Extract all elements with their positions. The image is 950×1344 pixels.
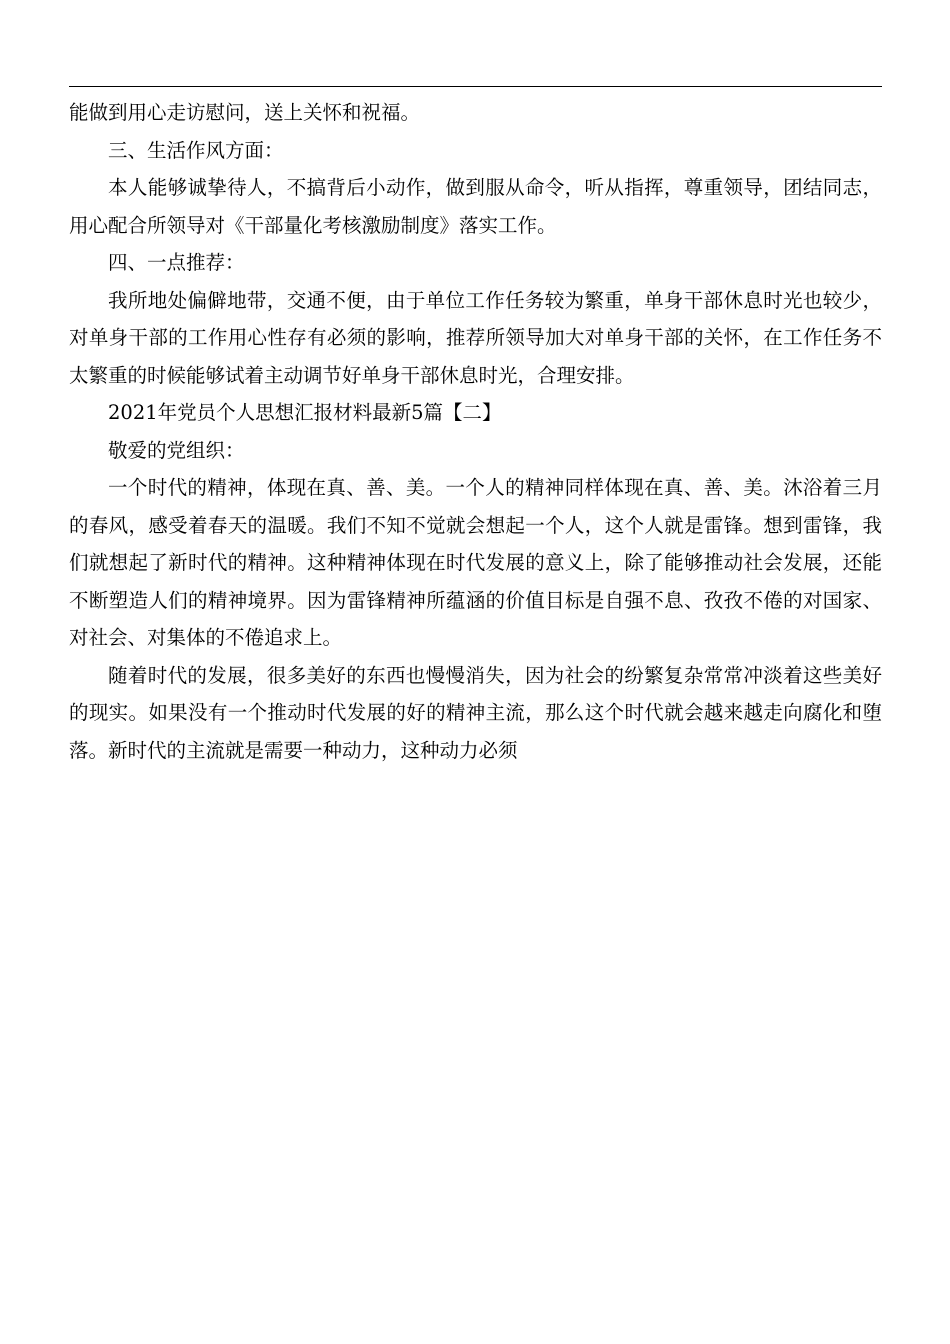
document-body	[69, 94, 882, 769]
paragraph: 我所地处偏僻地带，交通不便，由于单位工作任务较为繁重，单身干部休息时光也较少，对单身干部的工作用心性存有必须的影响，推荐所领导加大对单身干部的关怀，在工作任务不太繁重的时候能够试着主动调节好单身干部休息时光，合理安排。	[69, 288, 882, 387]
section-heading-recommendation: 四、一点推荐：	[108, 251, 245, 274]
paragraph: 能做到用心走访慰问，送上关怀和祝福。	[69, 101, 421, 124]
paragraph: 本人能够诚挚待人，不搞背后小动作，做到服从命令，听从指挥，尊重领导，团结同志，用心配合所领导对《干部量化考核激励制度》落实工作。	[69, 176, 882, 237]
paragraph: 一个时代的精神，体现在真、善、美。一个人的精神同样体现在真、善、美。沐浴着三月的春风，感受着春天的温暖。我们不知不觉就会想起一个人，这个人就是雷锋。想到雷锋，我们就想起了新时代的精神。这种精神体现在时代发展的意义上，除了能够推动社会发展，还能不断塑造人们的精神境界。因为雷锋精神所蕴涵的价值目标是自强不息、孜孜不倦的对国家、对社会、对集体的不倦追求上。	[69, 476, 882, 649]
salutation: 敬爱的党组织：	[108, 438, 245, 462]
header-rule	[69, 86, 882, 87]
article-title: 2021年党员个人思想汇报材料最新5篇【二】	[108, 401, 502, 424]
paragraph: 随着时代的发展，很多美好的东西也慢慢消失，因为社会的纷繁复杂常常冲淡着这些美好的现实。如果没有一个推动时代发展的好的精神主流，那么这个时代就会越来越走向腐化和堕落。新时代的主流就是需要一种动力，这种动力必须	[69, 663, 882, 762]
section-heading-lifestyle: 三、生活作风方面：	[108, 138, 284, 162]
